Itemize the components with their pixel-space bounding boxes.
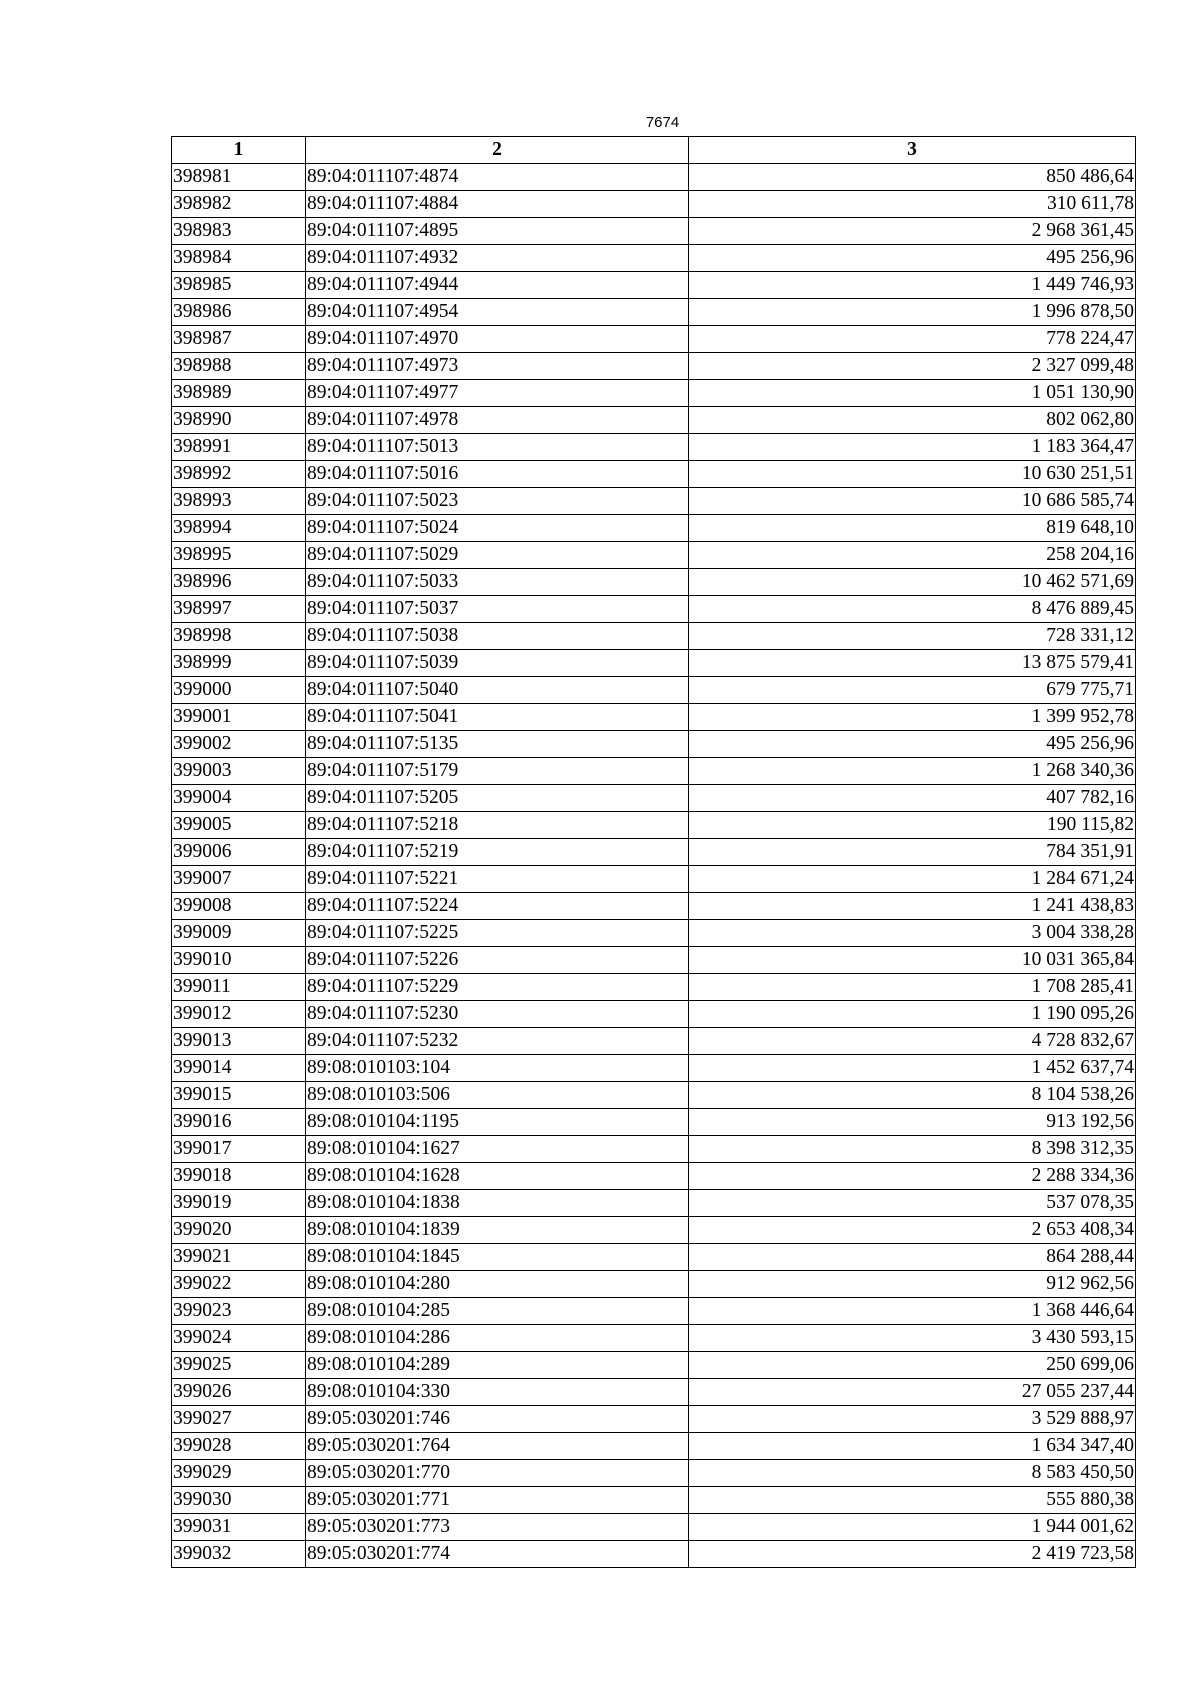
column-header-number: 1: [172, 137, 306, 164]
table-row: [172, 380, 1136, 407]
value-cell: 913 192,56: [689, 1109, 1136, 1136]
cadastral-number-cell: 89:04:011107:4970: [306, 326, 689, 353]
row-number-cell: 398991: [172, 434, 306, 461]
value-cell: 1 051 130,90: [689, 380, 1136, 407]
row-number-cell: 399017: [172, 1136, 306, 1163]
row-number-cell: 399009: [172, 920, 306, 947]
value-cell: 10 031 365,84: [689, 947, 1136, 974]
table-row: [172, 1244, 1136, 1271]
row-number-cell: 399008: [172, 893, 306, 920]
row-number-cell: 399012: [172, 1001, 306, 1028]
cadastral-number-cell: 89:05:030201:746: [306, 1406, 689, 1433]
cadastral-number-cell: 89:05:030201:770: [306, 1460, 689, 1487]
row-number-cell: 399022: [172, 1271, 306, 1298]
value-cell: 2 968 361,45: [689, 218, 1136, 245]
table-row: [172, 218, 1136, 245]
cadastral-number-cell: 89:04:011107:5205: [306, 785, 689, 812]
table-row: [172, 245, 1136, 272]
table-row: [172, 1460, 1136, 1487]
row-number-cell: 399028: [172, 1433, 306, 1460]
value-cell: 1 183 364,47: [689, 434, 1136, 461]
row-number-cell: 399015: [172, 1082, 306, 1109]
cadastral-number-cell: 89:04:011107:5013: [306, 434, 689, 461]
cadastral-number-cell: 89:04:011107:5218: [306, 812, 689, 839]
value-cell: 728 331,12: [689, 623, 1136, 650]
value-cell: 3 004 338,28: [689, 920, 1136, 947]
cadastral-number-cell: 89:08:010104:1627: [306, 1136, 689, 1163]
table-row: [172, 164, 1136, 191]
value-cell: 784 351,91: [689, 839, 1136, 866]
value-cell: 850 486,64: [689, 164, 1136, 191]
value-cell: 27 055 237,44: [689, 1379, 1136, 1406]
value-cell: 2 653 408,34: [689, 1217, 1136, 1244]
table-body: [172, 164, 1136, 1568]
row-number-cell: 399019: [172, 1190, 306, 1217]
value-cell: 10 462 571,69: [689, 569, 1136, 596]
value-cell: 537 078,35: [689, 1190, 1136, 1217]
cadastral-number-cell: 89:04:011107:5230: [306, 1001, 689, 1028]
row-number-cell: 399030: [172, 1487, 306, 1514]
row-number-cell: 398982: [172, 191, 306, 218]
row-number-cell: 399004: [172, 785, 306, 812]
table-row: [172, 677, 1136, 704]
row-number-cell: 399032: [172, 1541, 306, 1568]
value-cell: 819 648,10: [689, 515, 1136, 542]
value-cell: 2 327 099,48: [689, 353, 1136, 380]
cadastral-number-cell: 89:04:011107:5033: [306, 569, 689, 596]
table-row: [172, 812, 1136, 839]
row-number-cell: 399014: [172, 1055, 306, 1082]
cadastral-number-cell: 89:05:030201:774: [306, 1541, 689, 1568]
table-row: [172, 893, 1136, 920]
value-cell: 495 256,96: [689, 731, 1136, 758]
table-row: [172, 1163, 1136, 1190]
table-row: [172, 1379, 1136, 1406]
table-row: [172, 704, 1136, 731]
table-row: [172, 839, 1136, 866]
cadastral-number-cell: 89:08:010103:506: [306, 1082, 689, 1109]
row-number-cell: 399026: [172, 1379, 306, 1406]
row-number-cell: 399011: [172, 974, 306, 1001]
table-row: [172, 1190, 1136, 1217]
cadastral-number-cell: 89:04:011107:5024: [306, 515, 689, 542]
row-number-cell: 398998: [172, 623, 306, 650]
cadastral-number-cell: 89:08:010104:1839: [306, 1217, 689, 1244]
cadastral-number-cell: 89:08:010104:280: [306, 1271, 689, 1298]
row-number-cell: 398985: [172, 272, 306, 299]
cadastral-number-cell: 89:04:011107:5221: [306, 866, 689, 893]
table-row: [172, 191, 1136, 218]
value-cell: 1 944 001,62: [689, 1514, 1136, 1541]
page-number: 7674: [645, 114, 680, 131]
row-number-cell: 399027: [172, 1406, 306, 1433]
value-cell: 8 104 538,26: [689, 1082, 1136, 1109]
table-row: [172, 1298, 1136, 1325]
row-number-cell: 399021: [172, 1244, 306, 1271]
row-number-cell: 399010: [172, 947, 306, 974]
table-row: [172, 1325, 1136, 1352]
table-row: [172, 461, 1136, 488]
value-cell: 802 062,80: [689, 407, 1136, 434]
table-row: [172, 299, 1136, 326]
value-cell: 3 430 593,15: [689, 1325, 1136, 1352]
table-row: [172, 353, 1136, 380]
value-cell: 1 452 637,74: [689, 1055, 1136, 1082]
cadastral-number-cell: 89:08:010104:330: [306, 1379, 689, 1406]
cadastral-number-cell: 89:04:011107:5016: [306, 461, 689, 488]
cadastral-number-cell: 89:04:011107:4973: [306, 353, 689, 380]
row-number-cell: 398992: [172, 461, 306, 488]
table-row: [172, 1433, 1136, 1460]
value-cell: 8 476 889,45: [689, 596, 1136, 623]
row-number-cell: 399000: [172, 677, 306, 704]
row-number-cell: 399016: [172, 1109, 306, 1136]
table-row: [172, 1352, 1136, 1379]
value-cell: 1 449 746,93: [689, 272, 1136, 299]
value-cell: 1 634 347,40: [689, 1433, 1136, 1460]
cadastral-number-cell: 89:04:011107:5179: [306, 758, 689, 785]
value-cell: 10 630 251,51: [689, 461, 1136, 488]
cadastral-number-cell: 89:04:011107:5229: [306, 974, 689, 1001]
cadastral-number-cell: 89:04:011107:5029: [306, 542, 689, 569]
cadastral-number-cell: 89:08:010104:1628: [306, 1163, 689, 1190]
cadastral-number-cell: 89:04:011107:5226: [306, 947, 689, 974]
row-number-cell: 399007: [172, 866, 306, 893]
row-number-cell: 398993: [172, 488, 306, 515]
value-cell: 864 288,44: [689, 1244, 1136, 1271]
table-row: [172, 623, 1136, 650]
cadastral-number-cell: 89:04:011107:5040: [306, 677, 689, 704]
row-number-cell: 398995: [172, 542, 306, 569]
value-cell: 3 529 888,97: [689, 1406, 1136, 1433]
value-cell: 1 368 446,64: [689, 1298, 1136, 1325]
row-number-cell: 398987: [172, 326, 306, 353]
row-number-cell: 399005: [172, 812, 306, 839]
table-row: [172, 1136, 1136, 1163]
cadastral-number-cell: 89:04:011107:4884: [306, 191, 689, 218]
cadastral-number-cell: 89:04:011107:4944: [306, 272, 689, 299]
cadastral-number-cell: 89:08:010103:104: [306, 1055, 689, 1082]
row-number-cell: 398988: [172, 353, 306, 380]
cadastral-number-cell: 89:05:030201:773: [306, 1514, 689, 1541]
cadastral-number-cell: 89:08:010104:286: [306, 1325, 689, 1352]
value-cell: 10 686 585,74: [689, 488, 1136, 515]
table-row: [172, 434, 1136, 461]
table-row: [172, 866, 1136, 893]
cadastral-number-cell: 89:04:011107:5038: [306, 623, 689, 650]
table-row: [172, 407, 1136, 434]
table-row: [172, 515, 1136, 542]
value-cell: 250 699,06: [689, 1352, 1136, 1379]
value-cell: 8 583 450,50: [689, 1460, 1136, 1487]
table-row: [172, 488, 1136, 515]
table-row: [172, 596, 1136, 623]
value-cell: 1 268 340,36: [689, 758, 1136, 785]
table-row: [172, 1271, 1136, 1298]
row-number-cell: 399001: [172, 704, 306, 731]
table-row: [172, 785, 1136, 812]
table-row: [172, 920, 1136, 947]
registry-table: [171, 136, 1136, 1568]
value-cell: 1 996 878,50: [689, 299, 1136, 326]
cadastral-number-cell: 89:04:011107:5224: [306, 893, 689, 920]
value-cell: 2 419 723,58: [689, 1541, 1136, 1568]
value-cell: 1 241 438,83: [689, 893, 1136, 920]
value-cell: 258 204,16: [689, 542, 1136, 569]
table-row: [172, 1028, 1136, 1055]
cadastral-number-cell: 89:05:030201:764: [306, 1433, 689, 1460]
cadastral-number-cell: 89:04:011107:5023: [306, 488, 689, 515]
cadastral-number-cell: 89:04:011107:5135: [306, 731, 689, 758]
column-header-value: 3: [689, 137, 1136, 164]
row-number-cell: 398986: [172, 299, 306, 326]
row-number-cell: 398983: [172, 218, 306, 245]
cadastral-number-cell: 89:08:010104:1195: [306, 1109, 689, 1136]
value-cell: 1 190 095,26: [689, 1001, 1136, 1028]
row-number-cell: 399025: [172, 1352, 306, 1379]
table-row: [172, 731, 1136, 758]
table-row: [172, 542, 1136, 569]
table-row: [172, 974, 1136, 1001]
row-number-cell: 399018: [172, 1163, 306, 1190]
row-number-cell: 398981: [172, 164, 306, 191]
cadastral-number-cell: 89:04:011107:4874: [306, 164, 689, 191]
row-number-cell: 398996: [172, 569, 306, 596]
table-row: [172, 1055, 1136, 1082]
cadastral-number-cell: 89:04:011107:5039: [306, 650, 689, 677]
row-number-cell: 398990: [172, 407, 306, 434]
row-number-cell: 398997: [172, 596, 306, 623]
row-number-cell: 399020: [172, 1217, 306, 1244]
table-row: [172, 1406, 1136, 1433]
row-number-cell: 399006: [172, 839, 306, 866]
cadastral-number-cell: 89:04:011107:5225: [306, 920, 689, 947]
row-number-cell: 398989: [172, 380, 306, 407]
value-cell: 310 611,78: [689, 191, 1136, 218]
cadastral-number-cell: 89:08:010104:1838: [306, 1190, 689, 1217]
value-cell: 8 398 312,35: [689, 1136, 1136, 1163]
row-number-cell: 399003: [172, 758, 306, 785]
table-row: [172, 1082, 1136, 1109]
cadastral-number-cell: 89:08:010104:285: [306, 1298, 689, 1325]
table-row: [172, 1001, 1136, 1028]
row-number-cell: 399002: [172, 731, 306, 758]
row-number-cell: 398999: [172, 650, 306, 677]
row-number-cell: 399024: [172, 1325, 306, 1352]
table-row: [172, 272, 1136, 299]
cadastral-number-cell: 89:04:011107:5232: [306, 1028, 689, 1055]
value-cell: 407 782,16: [689, 785, 1136, 812]
value-cell: 778 224,47: [689, 326, 1136, 353]
cadastral-number-cell: 89:08:010104:289: [306, 1352, 689, 1379]
cadastral-number-cell: 89:04:011107:4954: [306, 299, 689, 326]
column-header-cadastral-number: 2: [306, 137, 689, 164]
cadastral-number-cell: 89:04:011107:4895: [306, 218, 689, 245]
table-row: [172, 650, 1136, 677]
cadastral-number-cell: 89:04:011107:4978: [306, 407, 689, 434]
table-row: [172, 326, 1136, 353]
value-cell: 13 875 579,41: [689, 650, 1136, 677]
cadastral-number-cell: 89:04:011107:5219: [306, 839, 689, 866]
value-cell: 2 288 334,36: [689, 1163, 1136, 1190]
value-cell: 4 728 832,67: [689, 1028, 1136, 1055]
table-row: [172, 1487, 1136, 1514]
value-cell: 1 708 285,41: [689, 974, 1136, 1001]
value-cell: 190 115,82: [689, 812, 1136, 839]
table-row: [172, 947, 1136, 974]
row-number-cell: 399023: [172, 1298, 306, 1325]
value-cell: 555 880,38: [689, 1487, 1136, 1514]
row-number-cell: 398984: [172, 245, 306, 272]
table-row: [172, 1217, 1136, 1244]
cadastral-number-cell: 89:04:011107:4932: [306, 245, 689, 272]
row-number-cell: 398994: [172, 515, 306, 542]
cadastral-number-cell: 89:05:030201:771: [306, 1487, 689, 1514]
table-row: [172, 569, 1136, 596]
value-cell: 1 284 671,24: [689, 866, 1136, 893]
cadastral-number-cell: 89:04:011107:5037: [306, 596, 689, 623]
cadastral-number-cell: 89:04:011107:5041: [306, 704, 689, 731]
row-number-cell: 399031: [172, 1514, 306, 1541]
table-header-row: [172, 137, 1136, 164]
value-cell: 1 399 952,78: [689, 704, 1136, 731]
value-cell: 679 775,71: [689, 677, 1136, 704]
table-row: [172, 758, 1136, 785]
cadastral-number-cell: 89:04:011107:4977: [306, 380, 689, 407]
value-cell: 912 962,56: [689, 1271, 1136, 1298]
table-row: [172, 1109, 1136, 1136]
row-number-cell: 399029: [172, 1460, 306, 1487]
cadastral-number-cell: 89:08:010104:1845: [306, 1244, 689, 1271]
row-number-cell: 399013: [172, 1028, 306, 1055]
value-cell: 495 256,96: [689, 245, 1136, 272]
table-row: [172, 1541, 1136, 1568]
table-row: [172, 1514, 1136, 1541]
